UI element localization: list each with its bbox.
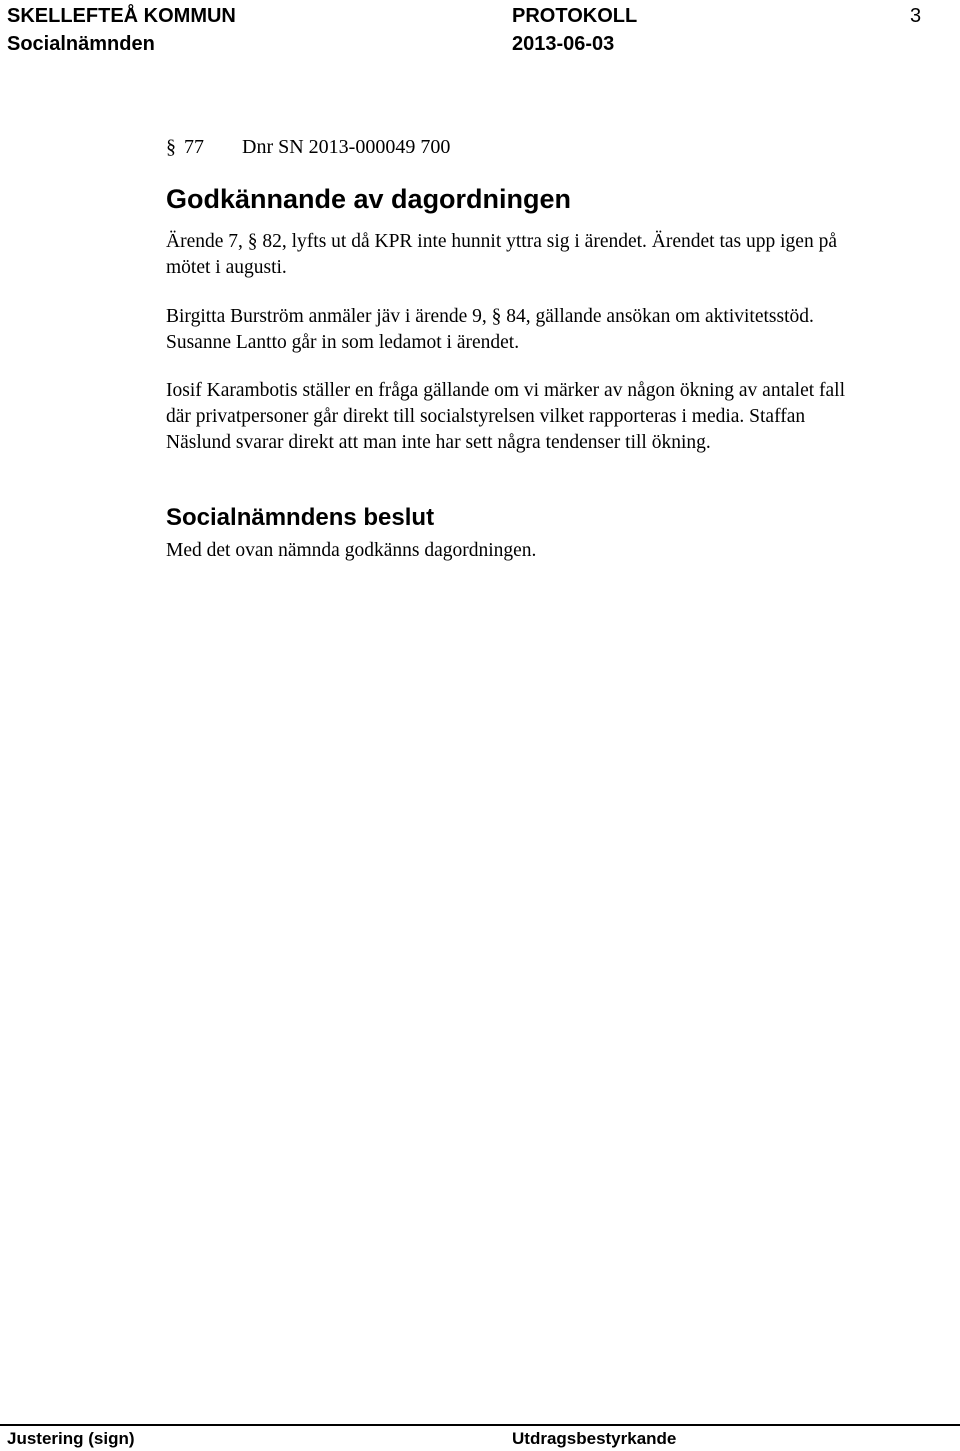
- paragraph-agenda-change: Ärende 7, § 82, lyfts ut då KPR inte hunnit yttra sig i ärendet. Ärendet tas upp igen på mötet i augusti.: [166, 231, 837, 278]
- footer-divider: [0, 1424, 960, 1426]
- section-number: 77: [184, 136, 204, 158]
- diary-number: Dnr SN 2013-000049 700: [242, 136, 451, 158]
- decision-text: Med det ovan nämnda godkänns dagordningen.: [166, 540, 537, 561]
- document-type: PROTOKOLL: [512, 5, 638, 27]
- paragraph-question: Iosif Karambotis ställer en fråga gällande om vi märker av någon ökning av antalet fall där privatpersoner går direkt till socialstyrelsen vilket rapporteras i media. Staffan Näslund svarar direkt att man inte har sett några tendenser till ökning.: [166, 380, 846, 453]
- footer-utdragsbestyrkande-label: Utdragsbestyrkande: [512, 1429, 677, 1448]
- organization-name: SKELLEFTEÅ KOMMUN: [7, 5, 236, 27]
- decision-heading: Socialnämndens beslut: [166, 504, 435, 531]
- paragraph-conflict-of-interest: Birgitta Burström anmäler jäv i ärende 9, § 84, gällande ansökan om aktivitetsstöd. Susanne Lantto går in som ledamot i ärendet.: [166, 306, 814, 353]
- footer-justering-label: Justering (sign): [7, 1429, 135, 1448]
- page-number: 3: [910, 5, 922, 27]
- department-name: Socialnämnden: [7, 33, 155, 55]
- page-title: Godkännande av dagordningen: [166, 184, 572, 214]
- section-reference: [166, 134, 450, 160]
- document-date: 2013-06-03: [512, 33, 615, 55]
- section-symbol: §: [166, 136, 176, 158]
